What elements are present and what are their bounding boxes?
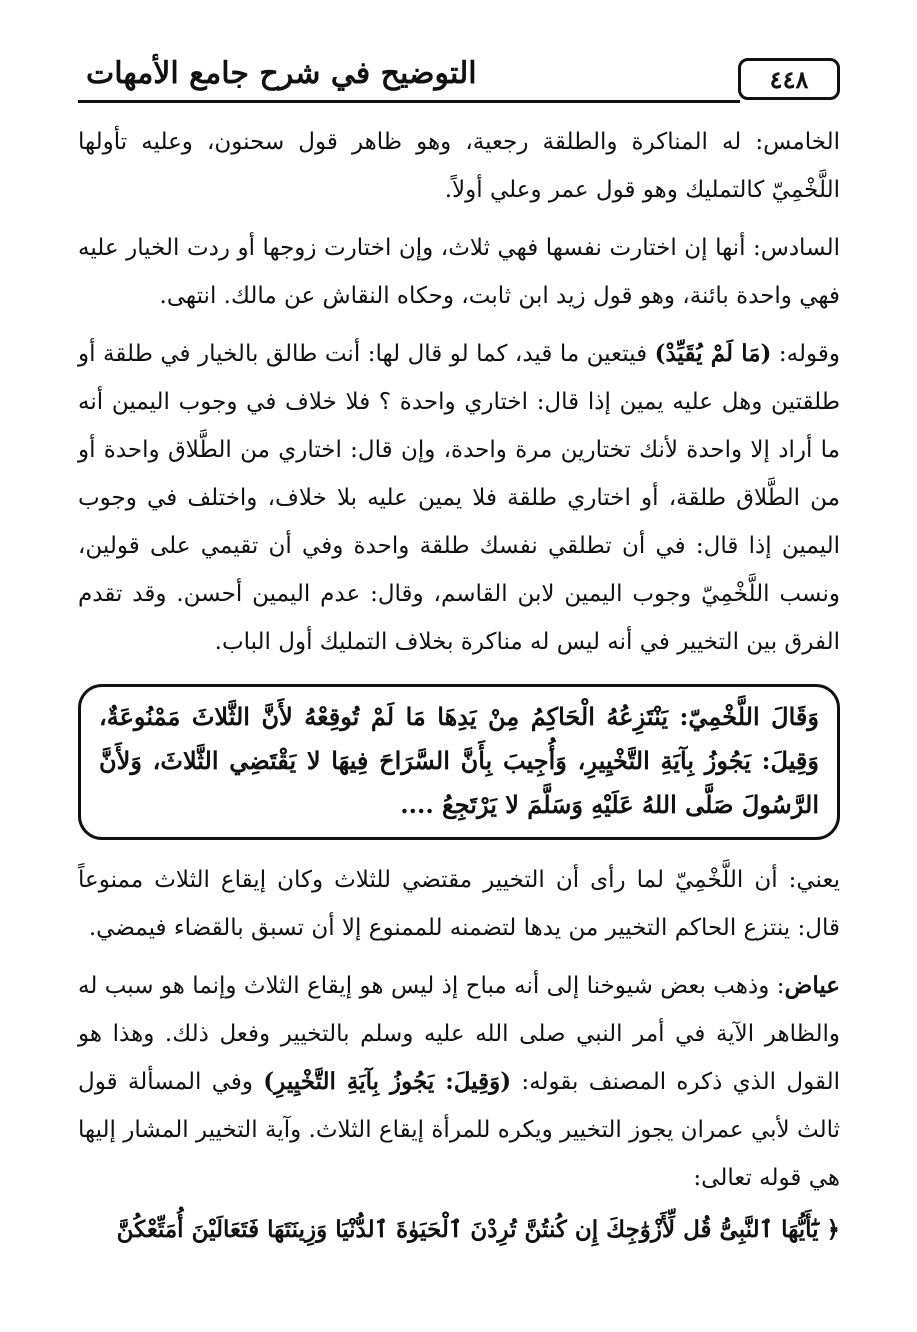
- page-number-box: [738, 58, 840, 100]
- matn-text: وَقَالَ اللَّخْمِيّ: يَنْتَزِعُهُ الْحَاكِمُ مِنْ يَدِهَا مَا لَمْ تُوقِعْهُ لأَنَّ الثَّلاثَ مَمْنُوعَةٌ، وَقِيلَ: يَجُوزُ بِآيَةِ التَّخْيِيرِ، وَأُجِيبَ بِأَنَّ السَّرَاحَ فِيهَا لا يَقْتَضِي الثَّلاثَ، وَلأَنَّ الرَّسُولَ صَلَّى اللهُ عَلَيْهِ وَسَلَّمَ لا يَرْتَجِعُ ....: [99, 702, 819, 819]
- iyad-quote: (وَقِيلَ: يَجُوزُ بِآيَةِ التَّخْيِيرِ): [263, 1068, 512, 1095]
- paragraph-iyad: [78, 962, 840, 1202]
- header-rule: [78, 100, 740, 103]
- commentary-lead: وقوله:: [771, 341, 840, 367]
- iyad-body-a: : وذهب بعض شيوخنا إلى أنه مباح إذ ليس هو إيقاع الثلاث وإنما هو سبب له والظاهر الآية في أمر النبي صلى الله عليه وسلم بالتخيير وفعل ذلك. وهذا هو القول الذي ذكره المصنف بقوله:: [78, 973, 840, 1095]
- iyad-body-b: وفي المسألة قول ثالث لأبي عمران يجوز التخيير ويكره للمرأة إيقاع الثلاث. وآية التخيير المشار إليها هي قوله تعالى:: [78, 1069, 840, 1191]
- quran-verse: ﴿ يَٰٓأَيُّهَا ٱلنَّبِىُّ قُل لِّأَزْوَٰجِكَ إِن كُنتُنَّ تُرِدْنَ ٱلْحَيَوٰةَ ٱلدُّنْيَا وَزِينَتَهَا فَتَعَالَيْنَ أُمَتِّعْكُنَّ: [116, 1216, 840, 1243]
- commentary-body: فيتعين ما قيد، كما لو قال لها: أنت طالق بالخيار في طلقة أو طلقتين وهل عليه يمين إذا قال: اختاري واحدة ؟ فلا خلاف في وجوب اليمين أنه ما أراد إلا واحدة لأنك تختارين مرة واحدة، وإن قال: اختاري من الطَّلاق واحدة أو من الطَّلاق طلقة، أو اختاري طلقة فلا يمين عليه بلا خلاف، واختلف في وجوب اليمين إذا قال: في أن تطلقي نفسك طلقة واحدة وفي أن تقيمي على قولين، ونسب اللَّخْمِيّ وجوب اليمين لابن القاسم، وقال: عدم اليمين أحسن. وقد تقدم الفرق بين التخيير في أنه ليس له مناكرة بخلاف التمليك أول الباب.: [78, 341, 840, 655]
- commentary-quote: (مَا لَمْ يُقَيِّدْ): [654, 340, 772, 367]
- matn-text-box: [78, 684, 840, 840]
- page-number: ٤٤٨: [769, 64, 809, 94]
- paragraph-explanation: يعني: أن اللَّخْمِيّ لما رأى أن التخيير مقتضي للثلاث وكان إيقاع الثلاث ممنوعاً قال: ينتزع الحاكم التخيير من يدها لتضمنه للممنوع إلا أن تسبق بالقضاء فيمضي.: [78, 867, 840, 941]
- iyad-name: عياض: [784, 972, 840, 999]
- paragraph-sixth-opinion: السادس: أنها إن اختارت نفسها فهي ثلاث، وإن اختارت زوجها أو ردت الخيار عليه فهي واحدة بائنة، وهو قول زيد ابن ثابت، وحكاه النقاش عن مالك. انتهى.: [78, 235, 840, 309]
- paragraph-fifth-opinion: الخامس: له المناكرة والطلقة رجعية، وهو ظاهر قول سحنون، وعليه تأولها اللَّخْمِيّ كالتمليك وهو قول عمر وعلي أولاً.: [78, 129, 840, 203]
- paragraph-commentary: [78, 330, 840, 666]
- running-title: التوضيح في شرح جامع الأمهات: [86, 56, 477, 91]
- page-header: [78, 48, 840, 104]
- book-page: [78, 48, 840, 1254]
